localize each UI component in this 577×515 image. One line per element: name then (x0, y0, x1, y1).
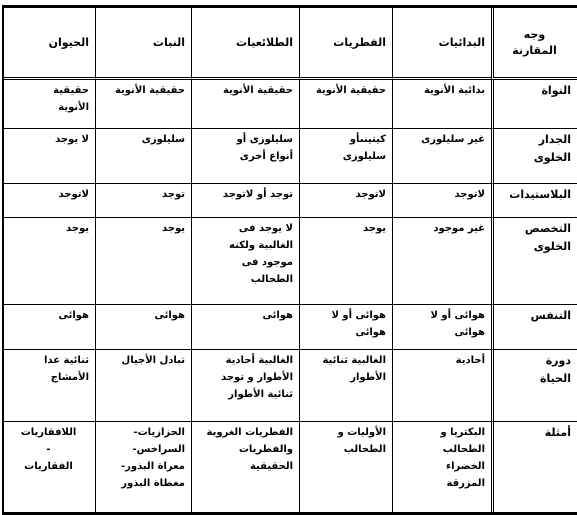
cell-text: يوجد (362, 223, 386, 234)
table-cell (299, 422, 392, 512)
cell-text: اللافقاريات - الفقاريات (20, 427, 77, 472)
cell-text: الحزازيات- السراخس- معراة البذور- مغطاة البذور (120, 427, 185, 489)
table-cell (191, 218, 299, 305)
table-cell (392, 218, 491, 305)
table-cell (299, 129, 392, 184)
cell-text: ثنائية عدا الأمشاج (43, 355, 89, 383)
table-cell (95, 422, 191, 512)
table-cell (392, 305, 491, 350)
row-label: التنفس (530, 309, 571, 322)
table-cell (95, 184, 191, 218)
row-label: البلاستيدات (509, 188, 571, 201)
cell-text: بدائية الأنوية (423, 85, 485, 96)
table-cell (392, 80, 491, 129)
cell-text: كيتينىأو سليلوزى (342, 134, 386, 162)
table-cell (191, 305, 299, 350)
comparison-table (2, 5, 577, 515)
table-row (4, 129, 577, 184)
table-cell (4, 184, 95, 218)
row-header-cell (491, 129, 577, 184)
table-cell (392, 129, 491, 184)
cell-text: الغالبية أحادية الأطوار و توجد ثنائية الأطوار (221, 355, 293, 400)
header-cell-animals (4, 8, 95, 80)
cell-text: أحادية (455, 355, 485, 366)
table-cell (392, 422, 491, 512)
header-label: الفطريات (333, 36, 386, 49)
table-cell (191, 422, 299, 512)
table-cell (299, 80, 392, 129)
row-header-cell (491, 80, 577, 129)
cell-text: البكتريا و الطحالب الخضراء المزرقة (440, 427, 485, 489)
cell-text: هوائى (262, 310, 293, 321)
table-cell (4, 350, 95, 422)
table-header-row (4, 8, 577, 80)
cell-text: هوائى (154, 310, 185, 321)
row-label: النواة (541, 84, 571, 97)
row-header-cell (491, 422, 577, 512)
table-cell (95, 80, 191, 129)
cell-text: الفطريات الغروية والفطريات الحقيقية (206, 427, 293, 472)
table-cell (191, 184, 299, 218)
table-cell (299, 350, 392, 422)
table-cell (95, 305, 191, 350)
table-cell (4, 80, 95, 129)
cell-text: لا يوجد فى الغالبية ولكنه موجود فى الطحالب (229, 223, 293, 285)
cell-text: حقيقية الأنوية (114, 85, 185, 96)
cell-text: سليلوزى (141, 134, 185, 145)
cell-text: حقيقية الأنوية (315, 85, 386, 96)
cell-text: سليلوزى أو أنواع أخرى (236, 134, 293, 162)
header-label: الحيوان (48, 36, 89, 49)
cell-text: توجد (161, 189, 185, 200)
cell-text: حقيقية الأنوية (53, 85, 89, 113)
row-header-cell (491, 184, 577, 218)
table-cell (4, 129, 95, 184)
table-cell (4, 218, 95, 305)
cell-text: هوائى (58, 310, 89, 321)
cell-text: يوجد (161, 223, 185, 234)
cell-text: غير سليلوزى (421, 134, 485, 145)
cell-text: لاتوجد (58, 189, 89, 200)
table-cell (95, 350, 191, 422)
row-label: الجدار الخلوى (533, 133, 571, 164)
table-cell (299, 218, 392, 305)
cell-text: الغالبية ثنائية الأطوار (322, 355, 386, 383)
header-label: الطلائعيات (236, 36, 293, 49)
header-cell-plants (95, 8, 191, 80)
cell-text: هوائى أو لا هوائى (331, 310, 386, 338)
cell-text: لا يوجد (55, 134, 89, 145)
cell-text: غير موجود (433, 223, 485, 234)
cell-text: حقيقية الأنوية (222, 85, 293, 96)
row-label: دورة الحياة (540, 354, 571, 385)
table-row (4, 350, 577, 422)
cell-text: توجد أو لاتوجد (222, 189, 293, 200)
table-row (4, 422, 577, 512)
table-cell (191, 129, 299, 184)
table-cell (299, 184, 392, 218)
row-label: أمثلة (544, 426, 571, 439)
table-cell (392, 184, 491, 218)
table-cell (191, 350, 299, 422)
table-cell (4, 305, 95, 350)
table-cell (95, 129, 191, 184)
table-cell (191, 80, 299, 129)
row-header-cell (491, 305, 577, 350)
header-label: النبات (152, 36, 185, 49)
table-row (4, 80, 577, 129)
table-row (4, 305, 577, 350)
header-label: وجه المقارنة (512, 27, 557, 57)
header-label: البدائيات (438, 36, 485, 49)
header-cell-comparison-aspect (491, 8, 577, 80)
header-cell-fungi (299, 8, 392, 80)
cell-text: لاتوجد (454, 189, 485, 200)
cell-text: هوائى أو لا هوائى (430, 310, 485, 338)
cell-text: لاتوجد (355, 189, 386, 200)
table-row (4, 184, 577, 218)
cell-text: يوجد (65, 223, 89, 234)
table-cell (299, 305, 392, 350)
cell-text: تبادل الأجيال (121, 355, 185, 366)
header-cell-protists (191, 8, 299, 80)
row-label: التخصص الخلوى (524, 222, 571, 253)
row-header-cell (491, 218, 577, 305)
row-header-cell (491, 350, 577, 422)
cell-text: الأوليات و الطحالب (337, 427, 386, 455)
table-cell (4, 422, 95, 512)
header-cell-prokaryotes (392, 8, 491, 80)
table-cell (95, 218, 191, 305)
table-row (4, 218, 577, 305)
table-cell (392, 350, 491, 422)
